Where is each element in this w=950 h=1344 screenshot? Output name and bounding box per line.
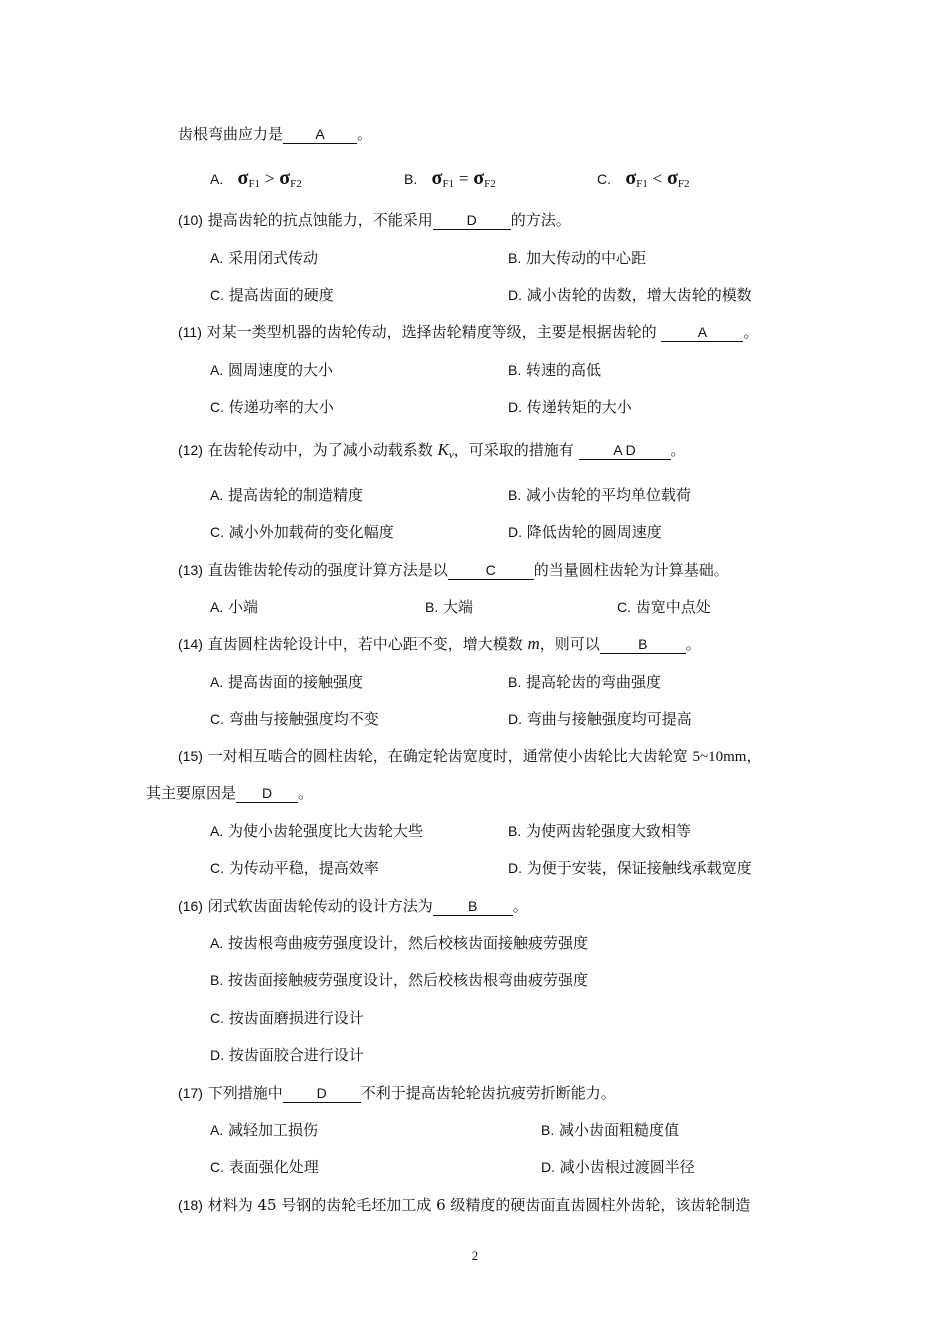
q10-number: (10) bbox=[178, 212, 203, 228]
q12-text-mid: ，可采取的措施有 bbox=[453, 441, 574, 459]
option-letter: B. bbox=[508, 487, 522, 503]
q12-option-c bbox=[210, 522, 394, 542]
q12-text-end: 。 bbox=[670, 441, 686, 459]
q15-option-a bbox=[210, 821, 423, 841]
option-text: 降低齿轮的圆周速度 bbox=[526, 523, 662, 541]
q11-option-d bbox=[508, 397, 632, 417]
q17-option-b bbox=[541, 1120, 679, 1140]
option-text: 圆周速度的大小 bbox=[228, 361, 334, 379]
option-text: 按齿面磨损进行设计 bbox=[228, 1009, 364, 1027]
q10-text: 提高齿轮的抗点蚀能力，不能采用 bbox=[207, 211, 433, 229]
option-letter: A. bbox=[210, 599, 224, 615]
q12-number: (12) bbox=[178, 442, 203, 458]
q9-c-letter: C. bbox=[597, 171, 611, 187]
option-text: 减轻加工损伤 bbox=[228, 1121, 319, 1139]
q9-answer-blank: A bbox=[283, 125, 357, 144]
q18-text: 材料为 45 号钢的齿轮毛坯加工成 6 级精度的硬齿面直齿圆柱外齿轮，该齿轮制造 bbox=[207, 1196, 751, 1214]
q14-text-end: 。 bbox=[685, 635, 701, 653]
option-letter: D. bbox=[210, 1047, 224, 1063]
q15-text-2: 其主要原因是 bbox=[146, 784, 237, 802]
q17-stem bbox=[178, 1083, 616, 1103]
q17-option-d bbox=[541, 1157, 695, 1177]
option-letter: A. bbox=[210, 674, 224, 690]
q13-text: 直齿锥齿轮传动的强度计算方法是以 bbox=[207, 561, 448, 579]
option-text: 转速的高低 bbox=[526, 361, 602, 379]
q15-text-comma: ， bbox=[746, 747, 762, 765]
subscript: v bbox=[448, 449, 454, 461]
q11-option-b bbox=[508, 360, 601, 380]
q10-option-b bbox=[508, 248, 646, 268]
option-letter: C. bbox=[210, 1159, 224, 1175]
q15-width-value: 5~10mm bbox=[692, 749, 747, 765]
q12-option-b bbox=[508, 485, 691, 505]
option-text: 提高齿面的硬度 bbox=[228, 286, 334, 304]
sigma-symbol: σ bbox=[279, 167, 291, 189]
option-letter: C. bbox=[210, 399, 224, 415]
option-letter: C. bbox=[210, 711, 224, 727]
option-text: 减小齿轮的齿数，增大齿轮的模数 bbox=[526, 286, 752, 304]
option-letter: C. bbox=[210, 524, 224, 540]
q15-option-c bbox=[210, 858, 379, 878]
option-letter: B. bbox=[210, 972, 224, 988]
option-letter: A. bbox=[210, 1122, 224, 1138]
q15-option-d bbox=[508, 858, 752, 878]
q11-option-a bbox=[210, 360, 333, 380]
q17-text-end: 不利于提高齿轮轮齿抗疲劳折断能力。 bbox=[360, 1084, 616, 1102]
q9-text: 齿根弯曲应力是 bbox=[178, 125, 284, 143]
option-letter: B. bbox=[425, 599, 439, 615]
sigma-symbol: σ bbox=[237, 167, 249, 189]
option-letter: C. bbox=[210, 1010, 224, 1026]
option-text: 表面强化处理 bbox=[228, 1158, 319, 1176]
option-text: 弯曲与接触强度均不变 bbox=[228, 710, 379, 728]
option-letter: D. bbox=[541, 1159, 555, 1175]
q12-stem bbox=[178, 440, 686, 465]
option-text: 加大传动的中心距 bbox=[526, 249, 647, 267]
q17-option-a bbox=[210, 1120, 318, 1140]
sigma-symbol: σ bbox=[473, 167, 485, 189]
option-text: 提高齿轮的制造精度 bbox=[228, 486, 364, 504]
operator: > bbox=[264, 169, 275, 188]
option-text: 减小齿面粗糙度值 bbox=[559, 1121, 680, 1139]
subscript: F1 bbox=[248, 178, 261, 190]
q18-stem bbox=[178, 1195, 750, 1215]
option-letter: C. bbox=[210, 287, 224, 303]
q14-option-b bbox=[508, 672, 661, 692]
q15-text-end: 。 bbox=[298, 784, 314, 802]
option-text: 按齿根弯曲疲劳强度设计，然后校核齿面接触疲劳强度 bbox=[228, 934, 589, 952]
option-text: 传递转矩的大小 bbox=[526, 398, 632, 416]
q10-text-end: 的方法。 bbox=[510, 211, 571, 229]
q11-option-c bbox=[210, 397, 334, 417]
q13-option-b bbox=[425, 597, 473, 617]
module-symbol: m bbox=[527, 634, 540, 653]
option-text: 大端 bbox=[443, 598, 474, 616]
q13-stem bbox=[178, 560, 729, 580]
q15-text: 一对相互啮合的圆柱齿轮，在确定轮齿宽度时，通常使小齿轮比大齿轮宽 bbox=[207, 747, 688, 765]
q14-answer-blank: B bbox=[600, 635, 686, 654]
q16-text-end: 。 bbox=[512, 897, 528, 915]
option-letter: B. bbox=[508, 674, 522, 690]
q16-text: 闭式软齿面齿轮传动的设计方法为 bbox=[207, 897, 433, 915]
option-letter: A. bbox=[210, 362, 224, 378]
q16-option-d bbox=[210, 1045, 364, 1065]
subscript: F2 bbox=[677, 178, 690, 190]
option-letter: D. bbox=[508, 287, 522, 303]
q10-stem bbox=[178, 210, 571, 230]
option-text: 为便于安装，保证接触线承载宽度 bbox=[526, 859, 752, 877]
q10-option-a bbox=[210, 248, 318, 268]
q15-option-b bbox=[508, 821, 691, 841]
q9-option-c bbox=[597, 168, 690, 194]
q16-answer-blank: B bbox=[433, 897, 513, 916]
q9-stem bbox=[178, 124, 372, 144]
q17-text: 下列措施中 bbox=[207, 1084, 283, 1102]
sigma-symbol: σ bbox=[625, 167, 637, 189]
sigma-symbol: σ bbox=[431, 167, 443, 189]
q12-answer-blank: A D bbox=[579, 441, 671, 460]
page-number: 2 bbox=[471, 1248, 479, 1263]
q10-option-c bbox=[210, 285, 334, 305]
option-text: 减小外加载荷的变化幅度 bbox=[228, 523, 394, 541]
q15-answer-blank: D bbox=[236, 784, 298, 803]
q14-text-mid: ，则可以 bbox=[539, 635, 600, 653]
q12-text: 在齿轮传动中，为了减小动载系数 bbox=[207, 441, 433, 459]
option-letter: C. bbox=[210, 860, 224, 876]
q17-option-c bbox=[210, 1157, 319, 1177]
option-text: 传递功率的大小 bbox=[228, 398, 334, 416]
q14-option-c bbox=[210, 709, 379, 729]
q16-option-b bbox=[210, 970, 588, 990]
q13-number: (13) bbox=[178, 562, 203, 578]
q9-option-b bbox=[404, 168, 496, 194]
option-letter: B. bbox=[508, 823, 522, 839]
option-letter: D. bbox=[508, 399, 522, 415]
q17-number: (17) bbox=[178, 1085, 203, 1101]
q12-option-d bbox=[508, 522, 662, 542]
subscript: F2 bbox=[484, 178, 496, 190]
q12-option-a bbox=[210, 485, 363, 505]
option-text: 按齿面胶合进行设计 bbox=[228, 1046, 364, 1064]
operator: = bbox=[458, 169, 469, 188]
q9-a-letter: A. bbox=[210, 171, 224, 187]
q11-stem bbox=[178, 322, 758, 342]
option-text: 采用闭式传动 bbox=[228, 249, 319, 267]
option-letter: D. bbox=[508, 711, 522, 727]
subscript: F2 bbox=[290, 178, 302, 190]
q11-answer-blank: A bbox=[661, 323, 743, 342]
q13-answer-blank: C bbox=[448, 561, 534, 580]
q16-number: (16) bbox=[178, 898, 203, 914]
q14-option-a bbox=[210, 672, 363, 692]
q10-option-d bbox=[508, 285, 752, 305]
q9-option-a bbox=[210, 168, 302, 194]
option-letter: B. bbox=[508, 250, 522, 266]
option-text: 提高轮齿的弯曲强度 bbox=[526, 673, 662, 691]
q9-end: 。 bbox=[357, 125, 373, 143]
q16-stem bbox=[178, 896, 528, 916]
subscript: F1 bbox=[636, 178, 648, 190]
option-letter: A. bbox=[210, 823, 224, 839]
subscript: F1 bbox=[442, 178, 455, 190]
option-text: 为使小齿轮强度比大齿轮大些 bbox=[228, 822, 424, 840]
q14-stem bbox=[178, 634, 701, 654]
q15-stem bbox=[178, 746, 761, 767]
option-letter: A. bbox=[210, 935, 224, 951]
option-letter: B. bbox=[541, 1122, 555, 1138]
option-text: 按齿面接触疲劳强度设计，然后校核齿根弯曲疲劳强度 bbox=[228, 971, 589, 989]
option-text: 为传动平稳，提高效率 bbox=[228, 859, 379, 877]
option-text: 减小齿轮的平均单位载荷 bbox=[526, 486, 692, 504]
q16-option-c bbox=[210, 1008, 364, 1028]
option-letter: D. bbox=[508, 524, 522, 540]
q16-option-a bbox=[210, 933, 588, 953]
operator: < bbox=[652, 169, 663, 188]
option-text: 齿宽中点处 bbox=[635, 598, 711, 616]
option-letter: B. bbox=[508, 362, 522, 378]
option-text: 提高齿面的接触强度 bbox=[228, 673, 364, 691]
q9-b-letter: B. bbox=[404, 171, 418, 187]
q11-number: (11) bbox=[178, 324, 202, 340]
q13-option-a bbox=[210, 597, 258, 617]
q18-number: (18) bbox=[178, 1197, 203, 1213]
q13-option-c bbox=[617, 597, 711, 617]
q15-number: (15) bbox=[178, 748, 203, 764]
q14-number: (14) bbox=[178, 636, 203, 652]
q15-stem-continued bbox=[146, 783, 313, 803]
q13-text-end: 的当量圆柱齿轮为计算基础。 bbox=[533, 561, 729, 579]
q10-answer-blank: D bbox=[433, 211, 511, 230]
option-letter: A. bbox=[210, 487, 224, 503]
dynamic-load-factor-symbol: K bbox=[437, 440, 449, 459]
option-letter: C. bbox=[617, 599, 631, 615]
q14-text: 直齿圆柱齿轮设计中，若中心距不变，增大模数 bbox=[207, 635, 523, 653]
option-text: 减小齿根过渡圆半径 bbox=[559, 1158, 695, 1176]
q11-text: 对某一类型机器的齿轮传动，选择齿轮精度等级，主要是根据齿轮的 bbox=[206, 323, 657, 341]
option-text: 为使两齿轮强度大致相等 bbox=[526, 822, 692, 840]
q11-text-end: 。 bbox=[743, 323, 759, 341]
option-letter: A. bbox=[210, 250, 224, 266]
option-text: 弯曲与接触强度均可提高 bbox=[526, 710, 692, 728]
q17-answer-blank: D bbox=[283, 1084, 361, 1103]
q14-option-d bbox=[508, 709, 692, 729]
sigma-symbol: σ bbox=[666, 167, 678, 189]
option-letter: D. bbox=[508, 860, 522, 876]
option-text: 小端 bbox=[228, 598, 259, 616]
